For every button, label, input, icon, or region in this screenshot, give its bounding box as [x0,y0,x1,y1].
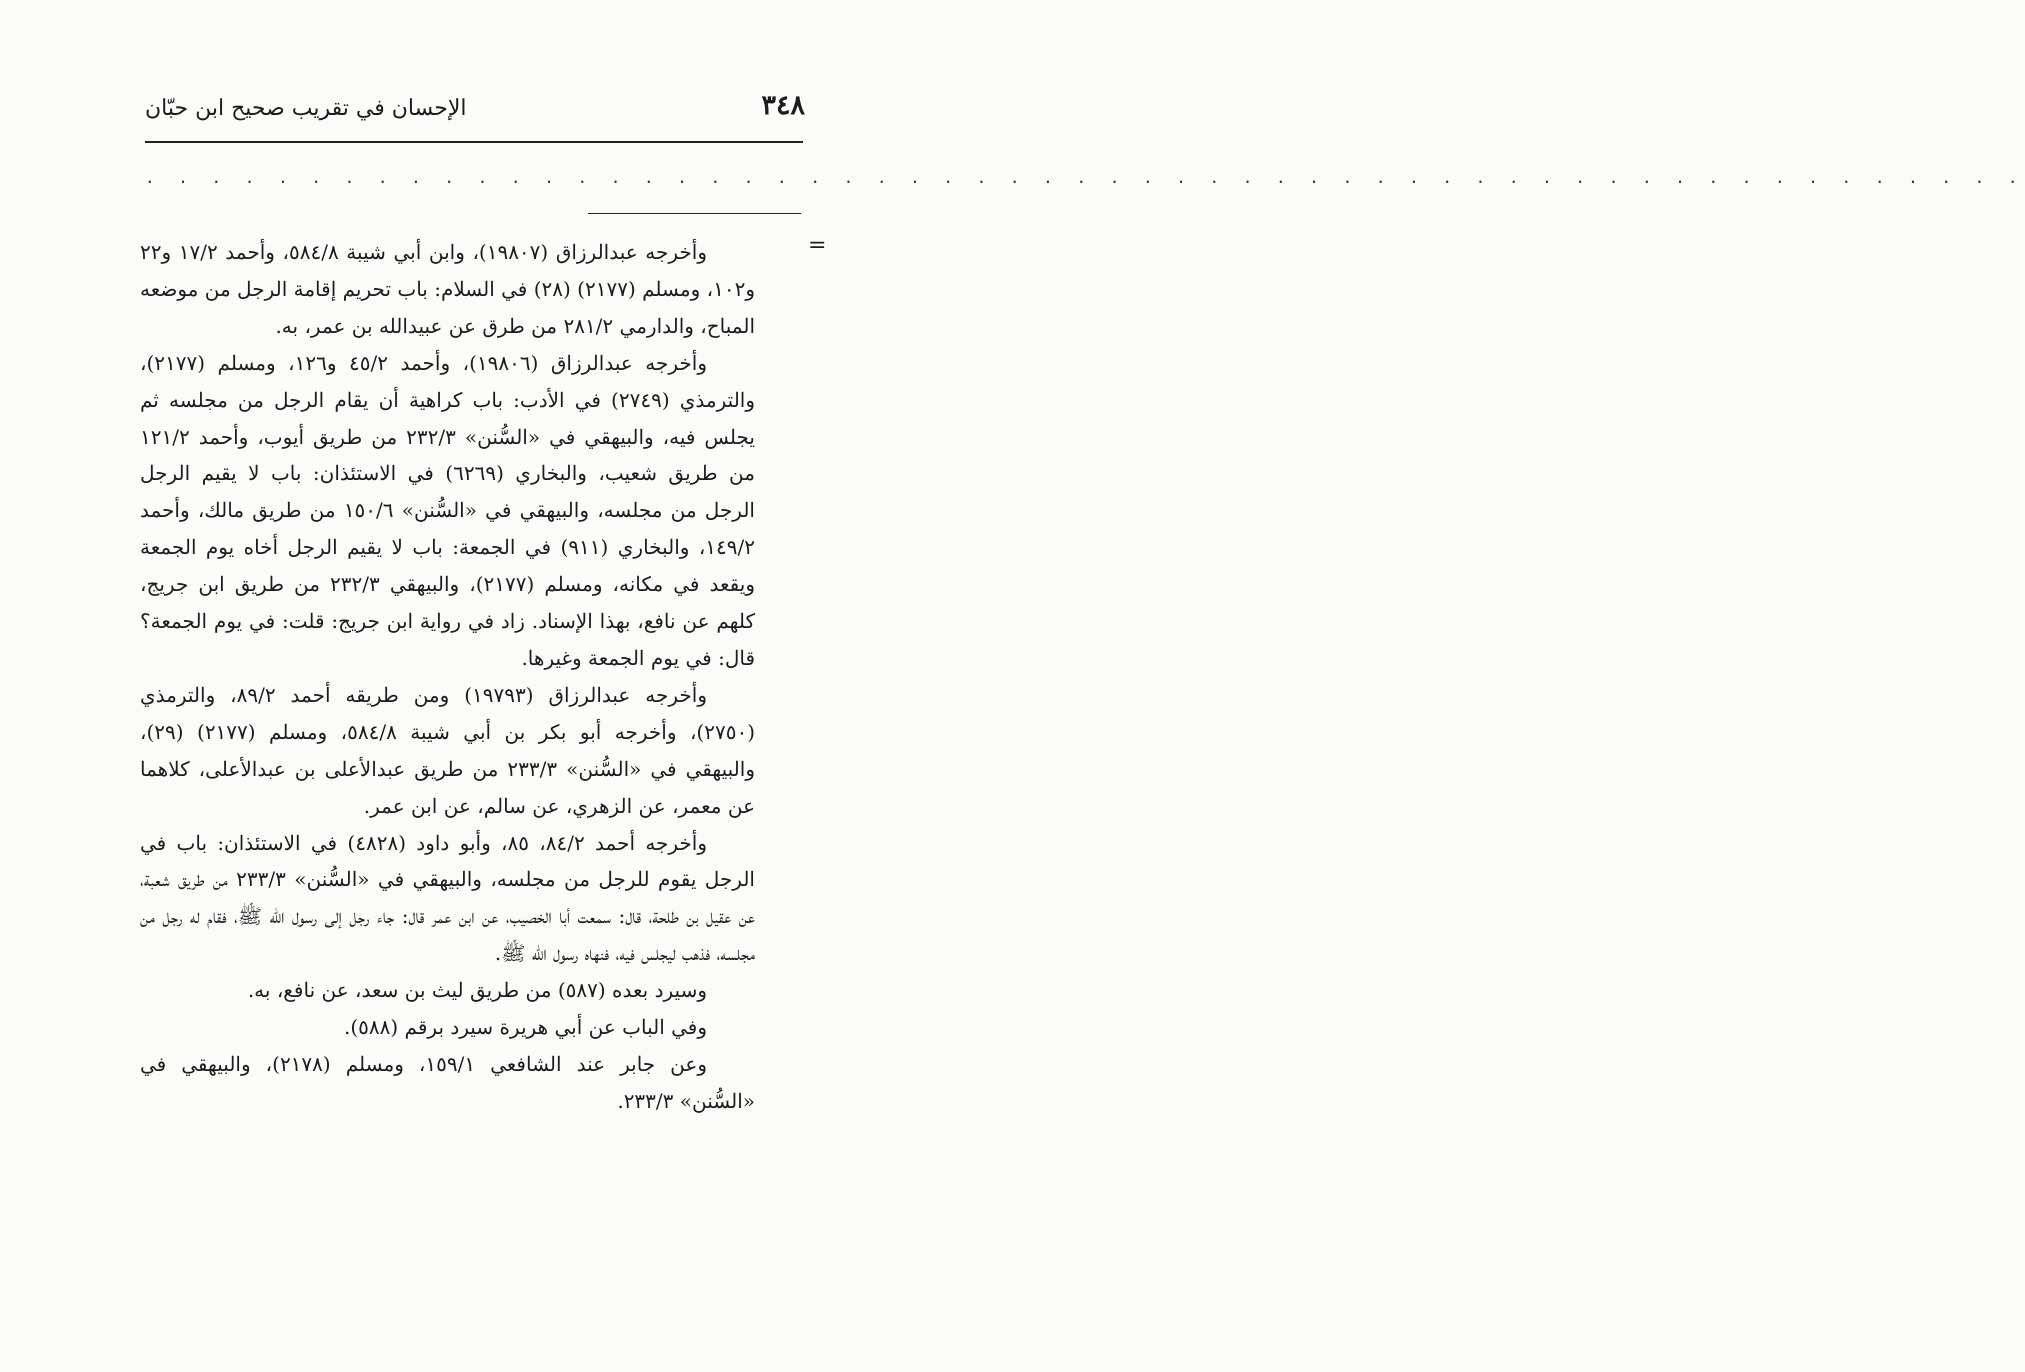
paragraph: وأخرجه عبدالرزاق (١٩٧٩٣) ومن طريقه أحمد ٨٩/٢، والترمذي (٢٧٥٠)، وأخرجه أبو بكر بن أبي شيبة ٥٨٤/٨، ومسلم (٢١٧٧) (٢٩)، والبيهقي في «السُّنن» ٢٣٣/٣ من طريق عبدالأعلى بن عبدالأعلى، كلاهما عن معمر، عن الزهري، عن سالم، عن ابن عمر. [140,682,755,818]
paragraph: وعن جابر عند الشافعي ١٥٩/١، ومسلم (٢١٧٨)، والبيهقي في «السُّنن» ٢٣٣/٣. [140,1051,755,1113]
separator-dots: . . . . . . . . . . . . . . . . . . . . . . . . . . . . . . . . . . . . . . . . . . . . . . . . . . . . . . . . . [145,168,2025,187]
page-header [145,90,805,130]
continuation-mark: = [808,233,827,258]
paragraph: وأخرجه عبدالرزاق (١٩٨٠٦)، وأحمد ٤٥/٢ و١٢٦، ومسلم (٢١٧٧)، والترمذي (٢٧٤٩) في الأدب: باب كراهية أن يقام الرجل من مجلسه ثم يجلس فيه، والبيهقي في «السُّنن» ٢٣٢/٣ من طريق أيوب، وأحمد ١٢١/٢ من طريق شعيب، والبخاري (٦٢٦٩) في الاستئذان: باب لا يقيم الرجل الرجل من مجلسه، والبيهقي في «السُّنن» ١٥٠/٦ من طريق مالك، وأحمد ١٤٩/٢، والبخاري (٩١١) في الجمعة: باب لا يقيم الرجل أخاه يوم الجمعة ويقعد في مكانه، ومسلم (٢١٧٧)، والبيهقي ٢٣٢/٣ من طريق ابن جريج، كلهم عن نافع، بهذا الإسناد. زاد في رواية ابن جريج: قلت: في يوم الجمعة؟ قال: في يوم الجمعة وغيرها. [140,350,756,670]
paragraph: وأخرجه أحمد ٨٤/٢، ٨٥، وأبو داود (٤٨٢٨) في الاستئذان: باب في الرجل يقوم للرجل من مجلسه، والبيهقي في «السُّنن» ٢٣٣/٣ من طريق شعبة، عن عقيل بن طلحة، قال: سمعت أبا الخصيب، عن ابن عمر قال: جاء رجل إلى رسول الله ﷺ، فقام له رجل من مجلسه، فذهب ليجلس فيه، فنهاه رسول الله ﷺ. [140,830,755,966]
paragraph: وأخرجه عبدالرزاق (١٩٨٠٧)، وابن أبي شيبة ٥٨٤/٨، وأحمد ١٧/٢ و٢٢ و١٠٢، ومسلم (٢١٧٧) (٢٨) في السلام: باب تحريم إقامة الرجل من موضعه المباح، والدارمي ٢٨١/٢ من طرق عن عبيدالله بن عمر، به. [140,240,755,338]
paragraph: وفي الباب عن أبي هريرة سيرد برقم (٥٨٨). [343,1015,707,1040]
header-rule [145,141,803,143]
footnote-body [140,234,755,1120]
book-title: الإحسان في تقريب صحيح ابن حبّان [145,96,467,121]
page-number: ٣٤٨ [761,90,805,121]
paragraph: وسيرد بعده (٥٨٧) من طريق ليث بن سعد، عن نافع، به. [247,978,707,1003]
footnote-rule [588,213,801,214]
